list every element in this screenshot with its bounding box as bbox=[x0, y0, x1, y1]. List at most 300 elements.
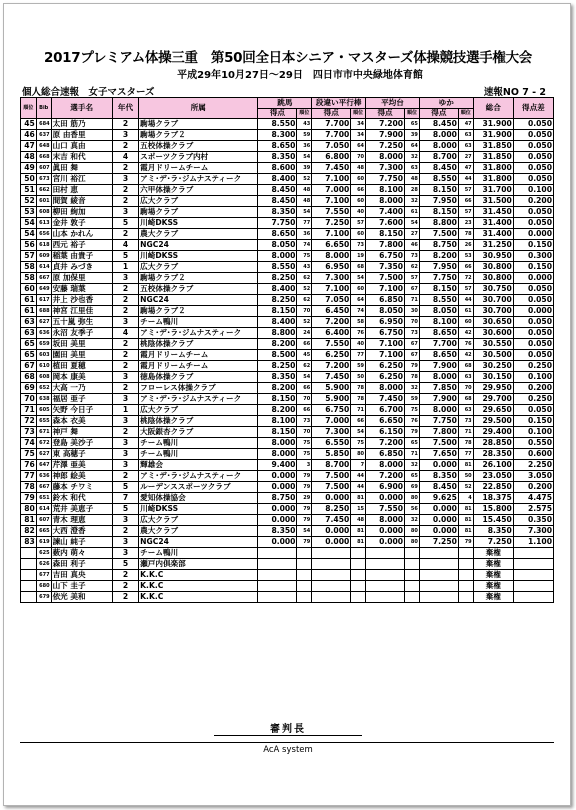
cell-bib: 679 bbox=[36, 592, 51, 603]
cell-bars-score: 7.700 bbox=[312, 119, 351, 130]
cell-name: 青木 理恵 bbox=[51, 515, 112, 526]
cell-vault-score: 8.150 bbox=[258, 394, 297, 405]
cell-diff: 0.200 bbox=[513, 383, 553, 394]
table-row bbox=[21, 460, 554, 471]
cell-beam-rank: 27 bbox=[405, 229, 420, 240]
cell-bars-score: 6.800 bbox=[312, 152, 351, 163]
cell-beam-score: 7.300 bbox=[366, 163, 405, 174]
cell-floor-score: 8.550 bbox=[419, 295, 458, 306]
footer-divider bbox=[20, 742, 554, 743]
cell-floor-rank: 47 bbox=[458, 163, 473, 174]
cell-bars-rank: 68 bbox=[351, 262, 366, 273]
cell-name: 岡本 康美 bbox=[51, 372, 112, 383]
cell-bars-rank: 54 bbox=[351, 273, 366, 284]
cell-bars-rank: 73 bbox=[351, 240, 366, 251]
cell-bib: 667 bbox=[36, 482, 51, 493]
cell-beam-score: 7.100 bbox=[366, 284, 405, 295]
cell-total: 30.650 bbox=[473, 317, 513, 328]
table-row bbox=[21, 427, 554, 438]
cell-beam-score: 8.100 bbox=[366, 185, 405, 196]
cell-bib: 603 bbox=[36, 350, 51, 361]
cell-bars-score: 7.700 bbox=[312, 130, 351, 141]
cell-age: 3 bbox=[112, 537, 138, 548]
cell-age: 3 bbox=[112, 515, 138, 526]
cell-diff: 0.050 bbox=[513, 328, 553, 339]
cell-beam-rank: 65 bbox=[405, 471, 420, 482]
cell-bars-rank bbox=[351, 581, 366, 592]
cell-team: 輝雄会 bbox=[139, 460, 258, 471]
cell-name: 西元 裕子 bbox=[51, 240, 112, 251]
cell-age: 5 bbox=[112, 504, 138, 515]
cell-bars-rank: 58 bbox=[351, 317, 366, 328]
cell-diff: 0.050 bbox=[513, 130, 553, 141]
cell-diff: 2.250 bbox=[513, 460, 553, 471]
cell-diff bbox=[513, 548, 553, 559]
cell-rank: 77 bbox=[21, 471, 37, 482]
cell-vault-rank: 36 bbox=[297, 229, 312, 240]
cell-name: 柳田 絢加 bbox=[51, 207, 112, 218]
cell-rank: 70 bbox=[21, 394, 37, 405]
cell-floor-rank: 81 bbox=[458, 504, 473, 515]
header-floor: ゆか bbox=[419, 98, 473, 109]
cell-floor-rank: 23 bbox=[458, 218, 473, 229]
cell-bars-rank: 50 bbox=[351, 372, 366, 383]
cell-bars-rank: 44 bbox=[351, 482, 366, 493]
cell-floor-score: 7.700 bbox=[419, 339, 458, 350]
cell-vault-rank: 45 bbox=[297, 350, 312, 361]
results-table bbox=[20, 97, 554, 603]
cell-bars-rank: 64 bbox=[351, 295, 366, 306]
cell-diff bbox=[513, 559, 553, 570]
cell-bars-score: 0.000 bbox=[312, 537, 351, 548]
cell-beam-rank: 56 bbox=[405, 504, 420, 515]
header-bib: Bib bbox=[36, 98, 51, 119]
report-number: 速報NO 7 - 2 bbox=[483, 87, 546, 98]
cell-total: 棄権 bbox=[473, 548, 513, 559]
table-row bbox=[21, 416, 554, 427]
cell-total: 31.400 bbox=[473, 229, 513, 240]
cell-vault-score: 8.200 bbox=[258, 339, 297, 350]
cell-vault-rank: 39 bbox=[297, 163, 312, 174]
cell-beam-rank: 73 bbox=[405, 251, 420, 262]
cell-beam-score: 7.100 bbox=[366, 339, 405, 350]
cell-name: 諫山 純子 bbox=[51, 537, 112, 548]
cell-total: 31.900 bbox=[473, 119, 513, 130]
cell-team: K.K.C bbox=[139, 570, 258, 581]
cell-total: 31.850 bbox=[473, 152, 513, 163]
cell-total: 31.800 bbox=[473, 163, 513, 174]
cell-total: 30.700 bbox=[473, 295, 513, 306]
cell-floor-score: 7.500 bbox=[419, 438, 458, 449]
cell-floor-rank bbox=[458, 570, 473, 581]
cell-diff: 0.250 bbox=[513, 394, 553, 405]
header-age: 年代 bbox=[112, 98, 138, 119]
cell-bars-score: 7.500 bbox=[312, 471, 351, 482]
cell-vault-rank: 29 bbox=[297, 493, 312, 504]
cell-bars-score: 6.550 bbox=[312, 438, 351, 449]
cell-age: 3 bbox=[112, 174, 138, 185]
table-row bbox=[21, 229, 554, 240]
cell-age: 3 bbox=[112, 449, 138, 460]
cell-vault-rank bbox=[297, 548, 312, 559]
cell-beam-score: 0.000 bbox=[366, 537, 405, 548]
cell-bib: 610 bbox=[36, 361, 51, 372]
cell-floor-score bbox=[419, 592, 458, 603]
cell-beam-score: 6.900 bbox=[366, 482, 405, 493]
cell-bars-rank: 60 bbox=[351, 196, 366, 207]
cell-vault-rank: 74 bbox=[297, 240, 312, 251]
cell-rank: 45 bbox=[21, 119, 37, 130]
cell-age: 2 bbox=[112, 471, 138, 482]
cell-rank: 71 bbox=[21, 405, 37, 416]
cell-beam-score: 0.000 bbox=[366, 526, 405, 537]
cell-rank: 79 bbox=[21, 493, 37, 504]
cell-name: 吉田 真央 bbox=[51, 570, 112, 581]
cell-vault-score: 0.000 bbox=[258, 537, 297, 548]
cell-bars-score: 7.100 bbox=[312, 174, 351, 185]
cell-floor-score: 0.000 bbox=[419, 515, 458, 526]
cell-vault-score bbox=[258, 559, 297, 570]
header-name: 選手名 bbox=[51, 98, 112, 119]
cell-diff: 4.475 bbox=[513, 493, 553, 504]
cell-diff: 0.050 bbox=[513, 350, 553, 361]
cell-bars-score: 6.650 bbox=[312, 240, 351, 251]
cell-bib: 671 bbox=[36, 427, 51, 438]
cell-vault-score bbox=[258, 581, 297, 592]
cell-floor-score: 8.650 bbox=[419, 328, 458, 339]
cell-diff: 0.100 bbox=[513, 185, 553, 196]
cell-bars-rank: 48 bbox=[351, 515, 366, 526]
cell-beam-score: 8.000 bbox=[366, 196, 405, 207]
cell-bars-rank: 7 bbox=[351, 460, 366, 471]
cell-name: 原 加保里 bbox=[51, 273, 112, 284]
cell-rank: 81 bbox=[21, 515, 37, 526]
table-row bbox=[21, 493, 554, 504]
cell-vault-score: 8.450 bbox=[258, 196, 297, 207]
cell-floor-rank: 57 bbox=[458, 284, 473, 295]
cell-diff: 0.200 bbox=[513, 196, 553, 207]
cell-team: フローレス体操クラブ bbox=[139, 383, 258, 394]
cell-name: 藤本 チワミ bbox=[51, 482, 112, 493]
cell-age: 2 bbox=[112, 427, 138, 438]
cell-bars-rank: 66 bbox=[351, 185, 366, 196]
cell-bars-rank: 19 bbox=[351, 251, 366, 262]
cell-total: 28.350 bbox=[473, 449, 513, 460]
cell-team: アミ･デ･ラ･ジムナスティーク bbox=[139, 174, 258, 185]
cell-name: 眞田 舞 bbox=[51, 163, 112, 174]
cell-rank: 78 bbox=[21, 482, 37, 493]
cell-beam-rank: 61 bbox=[405, 207, 420, 218]
cell-vault-score: 8.800 bbox=[258, 328, 297, 339]
table-row bbox=[21, 537, 554, 548]
cell-bars-score: 0.000 bbox=[312, 526, 351, 537]
cell-bib: 672 bbox=[36, 438, 51, 449]
cell-bars-rank: 76 bbox=[351, 328, 366, 339]
cell-rank: 63 bbox=[21, 317, 37, 328]
cell-team: 六甲体操クラブ bbox=[139, 185, 258, 196]
table-row bbox=[21, 394, 554, 405]
cell-bars-rank: 64 bbox=[351, 141, 366, 152]
cell-vault-rank: 66 bbox=[297, 405, 312, 416]
cell-beam-rank: 71 bbox=[405, 295, 420, 306]
cell-bars-rank: 40 bbox=[351, 207, 366, 218]
cell-floor-rank: 27 bbox=[458, 152, 473, 163]
cell-vault-score: 8.350 bbox=[258, 526, 297, 537]
cell-bars-rank: 77 bbox=[351, 350, 366, 361]
cell-floor-score: 7.650 bbox=[419, 449, 458, 460]
header-rank: 順位 bbox=[21, 98, 37, 119]
table-row bbox=[21, 361, 554, 372]
cell-beam-score bbox=[366, 570, 405, 581]
cell-bib: 608 bbox=[36, 372, 51, 383]
cell-bib: 627 bbox=[36, 449, 51, 460]
cell-beam-score: 6.150 bbox=[366, 427, 405, 438]
cell-name: 山口 真由 bbox=[51, 141, 112, 152]
cell-total: 31.400 bbox=[473, 218, 513, 229]
cell-beam-rank: 57 bbox=[405, 273, 420, 284]
cell-vault-rank bbox=[297, 592, 312, 603]
cell-vault-score: 8.450 bbox=[258, 185, 297, 196]
cell-floor-rank: 63 bbox=[458, 372, 473, 383]
cell-bars-rank: 81 bbox=[351, 537, 366, 548]
cell-beam-score: 7.200 bbox=[366, 471, 405, 482]
cell-bars-rank: 59 bbox=[351, 361, 366, 372]
cell-name: 神宮 江里佳 bbox=[51, 306, 112, 317]
cell-floor-rank: 81 bbox=[458, 460, 473, 471]
cell-vault-rank: 70 bbox=[297, 306, 312, 317]
cell-floor-rank: 79 bbox=[458, 537, 473, 548]
cell-bars-rank: 80 bbox=[351, 449, 366, 460]
cell-floor-score: 8.800 bbox=[419, 218, 458, 229]
cell-beam-rank: 32 bbox=[405, 515, 420, 526]
cell-team: 川崎DKSS bbox=[139, 251, 258, 262]
table-row bbox=[21, 141, 554, 152]
cell-rank: 60 bbox=[21, 284, 37, 295]
cell-vault-rank: 75 bbox=[297, 251, 312, 262]
cell-bib: 667 bbox=[36, 273, 51, 284]
cell-name: 安藤 瑞葉 bbox=[51, 284, 112, 295]
cell-bib: 625 bbox=[36, 548, 51, 559]
cell-vault-score: 8.550 bbox=[258, 262, 297, 273]
cell-team: 霞月ドリームチーム bbox=[139, 361, 258, 372]
cell-bars-score: 7.250 bbox=[312, 218, 351, 229]
cell-age: 5 bbox=[112, 559, 138, 570]
cell-beam-rank: 79 bbox=[405, 427, 420, 438]
cell-bars-rank: 44 bbox=[351, 471, 366, 482]
cell-team: アミ･デ･ラ･ジムナスティーク bbox=[139, 471, 258, 482]
cell-floor-rank: 52 bbox=[458, 482, 473, 493]
cell-total: 30.250 bbox=[473, 361, 513, 372]
cell-bars-score: 7.200 bbox=[312, 361, 351, 372]
cell-name: 永沼 友季子 bbox=[51, 328, 112, 339]
cell-beam-score: 7.200 bbox=[366, 119, 405, 130]
cell-vault-rank: 75 bbox=[297, 449, 312, 460]
cell-beam-rank: 65 bbox=[405, 438, 420, 449]
cell-age: 2 bbox=[112, 361, 138, 372]
cell-beam-score: 6.850 bbox=[366, 449, 405, 460]
cell-team: チーム鴨川 bbox=[139, 449, 258, 460]
table-row bbox=[21, 119, 554, 130]
cell-name: 鈴木 和代 bbox=[51, 493, 112, 504]
cell-beam-score: 7.350 bbox=[366, 262, 405, 273]
cell-age: 3 bbox=[112, 394, 138, 405]
cell-vault-rank: 79 bbox=[297, 537, 312, 548]
cell-bib: 627 bbox=[36, 317, 51, 328]
cell-team: 川崎DKSS bbox=[139, 218, 258, 229]
cell-vault-rank bbox=[297, 581, 312, 592]
cell-rank: 74 bbox=[21, 438, 37, 449]
cell-team: 霞月ドリームチーム bbox=[139, 350, 258, 361]
cell-bars-score: 6.950 bbox=[312, 262, 351, 273]
cell-total: 30.950 bbox=[473, 251, 513, 262]
cell-rank: 58 bbox=[21, 273, 37, 284]
cell-total: 31.700 bbox=[473, 185, 513, 196]
cell-diff: 0.050 bbox=[513, 317, 553, 328]
cell-floor-score bbox=[419, 559, 458, 570]
cell-floor-rank: 78 bbox=[458, 229, 473, 240]
cell-vault-score: 8.650 bbox=[258, 141, 297, 152]
cell-age: 4 bbox=[112, 240, 138, 251]
cell-beam-score bbox=[366, 592, 405, 603]
cell-name: 森田 利子 bbox=[51, 559, 112, 570]
cell-diff: 0.050 bbox=[513, 163, 553, 174]
cell-rank: 49 bbox=[21, 163, 37, 174]
cell-name: 薮内 萌々 bbox=[51, 548, 112, 559]
cell-diff: 3.050 bbox=[513, 471, 553, 482]
cell-bars-rank: 60 bbox=[351, 174, 366, 185]
table-row bbox=[21, 559, 554, 570]
cell-rank: 68 bbox=[21, 372, 37, 383]
cell-floor-score: 8.450 bbox=[419, 119, 458, 130]
table-row bbox=[21, 592, 554, 603]
cell-floor-score: 9.625 bbox=[419, 493, 458, 504]
cell-total: 22.850 bbox=[473, 482, 513, 493]
cell-vault-score: 8.750 bbox=[258, 493, 297, 504]
cell-team: 桃陰体操クラブ bbox=[139, 339, 258, 350]
cell-vault-score: 8.350 bbox=[258, 372, 297, 383]
cell-beam-score: 6.650 bbox=[366, 416, 405, 427]
cell-vault-rank: 54 bbox=[297, 207, 312, 218]
table-row bbox=[21, 449, 554, 460]
cell-bars-rank: 70 bbox=[351, 152, 366, 163]
footer-system: AcA system bbox=[263, 745, 313, 755]
cell-diff: 2.575 bbox=[513, 504, 553, 515]
cell-floor-rank: 26 bbox=[458, 240, 473, 251]
cell-age: 2 bbox=[112, 339, 138, 350]
cell-vault-rank: 59 bbox=[297, 130, 312, 141]
cell-bars-rank: 81 bbox=[351, 526, 366, 537]
cell-vault-score: 8.500 bbox=[258, 350, 297, 361]
cell-beam-score: 7.750 bbox=[366, 174, 405, 185]
cell-beam-rank: 69 bbox=[405, 482, 420, 493]
cell-bars-score bbox=[312, 570, 351, 581]
cell-diff: 0.050 bbox=[513, 119, 553, 130]
cell-bib: 607 bbox=[36, 163, 51, 174]
cell-team: 駒場クラブ bbox=[139, 119, 258, 130]
table-row bbox=[21, 317, 554, 328]
cell-diff: 0.050 bbox=[513, 339, 553, 350]
cell-total: 23.050 bbox=[473, 471, 513, 482]
cell-bars-score: 7.100 bbox=[312, 196, 351, 207]
cell-name: 芹澤 亜美 bbox=[51, 460, 112, 471]
cell-beam-score: 7.500 bbox=[366, 273, 405, 284]
cell-floor-score: 8.000 bbox=[419, 141, 458, 152]
cell-team: 広大クラブ bbox=[139, 196, 258, 207]
cell-beam-rank: 71 bbox=[405, 449, 420, 460]
cell-team: 徳島体操クラブ bbox=[139, 372, 258, 383]
cell-age: 2 bbox=[112, 196, 138, 207]
cell-bib: 680 bbox=[36, 581, 51, 592]
cell-vault-rank: 54 bbox=[297, 152, 312, 163]
cell-bars-score bbox=[312, 581, 351, 592]
table-row bbox=[21, 383, 554, 394]
cell-total: 棄権 bbox=[473, 592, 513, 603]
cell-team: チーム鴨川 bbox=[139, 548, 258, 559]
cell-vault-score: 8.250 bbox=[258, 273, 297, 284]
cell-floor-score: 0.000 bbox=[419, 460, 458, 471]
table-row bbox=[21, 350, 554, 361]
cell-bars-score: 7.500 bbox=[312, 482, 351, 493]
header-vault-score: 得点 bbox=[258, 108, 297, 119]
cell-bib: 677 bbox=[36, 570, 51, 581]
cell-vault-rank: 70 bbox=[297, 427, 312, 438]
cell-bars-score: 7.000 bbox=[312, 416, 351, 427]
cell-beam-rank: 48 bbox=[405, 174, 420, 185]
cell-bars-rank: 78 bbox=[351, 383, 366, 394]
header-beam-rank: 順位 bbox=[405, 108, 420, 119]
cell-rank: 73 bbox=[21, 427, 37, 438]
cell-floor-score: 7.800 bbox=[419, 427, 458, 438]
cell-rank: 54 bbox=[21, 229, 37, 240]
cell-bib: 649 bbox=[36, 284, 51, 295]
table-row bbox=[21, 504, 554, 515]
cell-beam-rank: 75 bbox=[405, 405, 420, 416]
cell-diff bbox=[513, 581, 553, 592]
cell-floor-score: 7.950 bbox=[419, 262, 458, 273]
event-dates: 平成29年10月27日～29日 四日市市中央緑地体育館 bbox=[177, 70, 423, 81]
cell-bib: 637 bbox=[36, 130, 51, 141]
cell-bars-score: 7.550 bbox=[312, 339, 351, 350]
cell-vault-score: 8.400 bbox=[258, 174, 297, 185]
table-row bbox=[21, 295, 554, 306]
cell-bib: 609 bbox=[36, 251, 51, 262]
cell-vault-rank bbox=[297, 570, 312, 581]
cell-diff: 0.200 bbox=[513, 482, 553, 493]
cell-diff: 0.000 bbox=[513, 229, 553, 240]
cell-bib: 652 bbox=[36, 383, 51, 394]
cell-bars-score: 6.250 bbox=[312, 350, 351, 361]
cell-bars-rank: 66 bbox=[351, 416, 366, 427]
cell-team: 農大クラブ bbox=[139, 229, 258, 240]
cell-rank: 53 bbox=[21, 207, 37, 218]
cell-floor-rank: 77 bbox=[458, 449, 473, 460]
cell-diff: 0.300 bbox=[513, 251, 553, 262]
cell-rank: 46 bbox=[21, 130, 37, 141]
cell-age: 5 bbox=[112, 218, 138, 229]
cell-bars-score: 8.000 bbox=[312, 251, 351, 262]
cell-beam-score: 7.100 bbox=[366, 350, 405, 361]
cell-total: 30.800 bbox=[473, 262, 513, 273]
cell-vault-score bbox=[258, 592, 297, 603]
cell-team: 広大クラブ bbox=[139, 515, 258, 526]
cell-beam-rank: 62 bbox=[405, 262, 420, 273]
cell-team: 川崎DKSS bbox=[139, 504, 258, 515]
cell-floor-score: 8.100 bbox=[419, 317, 458, 328]
cell-floor-rank bbox=[458, 559, 473, 570]
table-row bbox=[21, 240, 554, 251]
cell-rank bbox=[21, 581, 37, 592]
cell-beam-rank: 32 bbox=[405, 152, 420, 163]
